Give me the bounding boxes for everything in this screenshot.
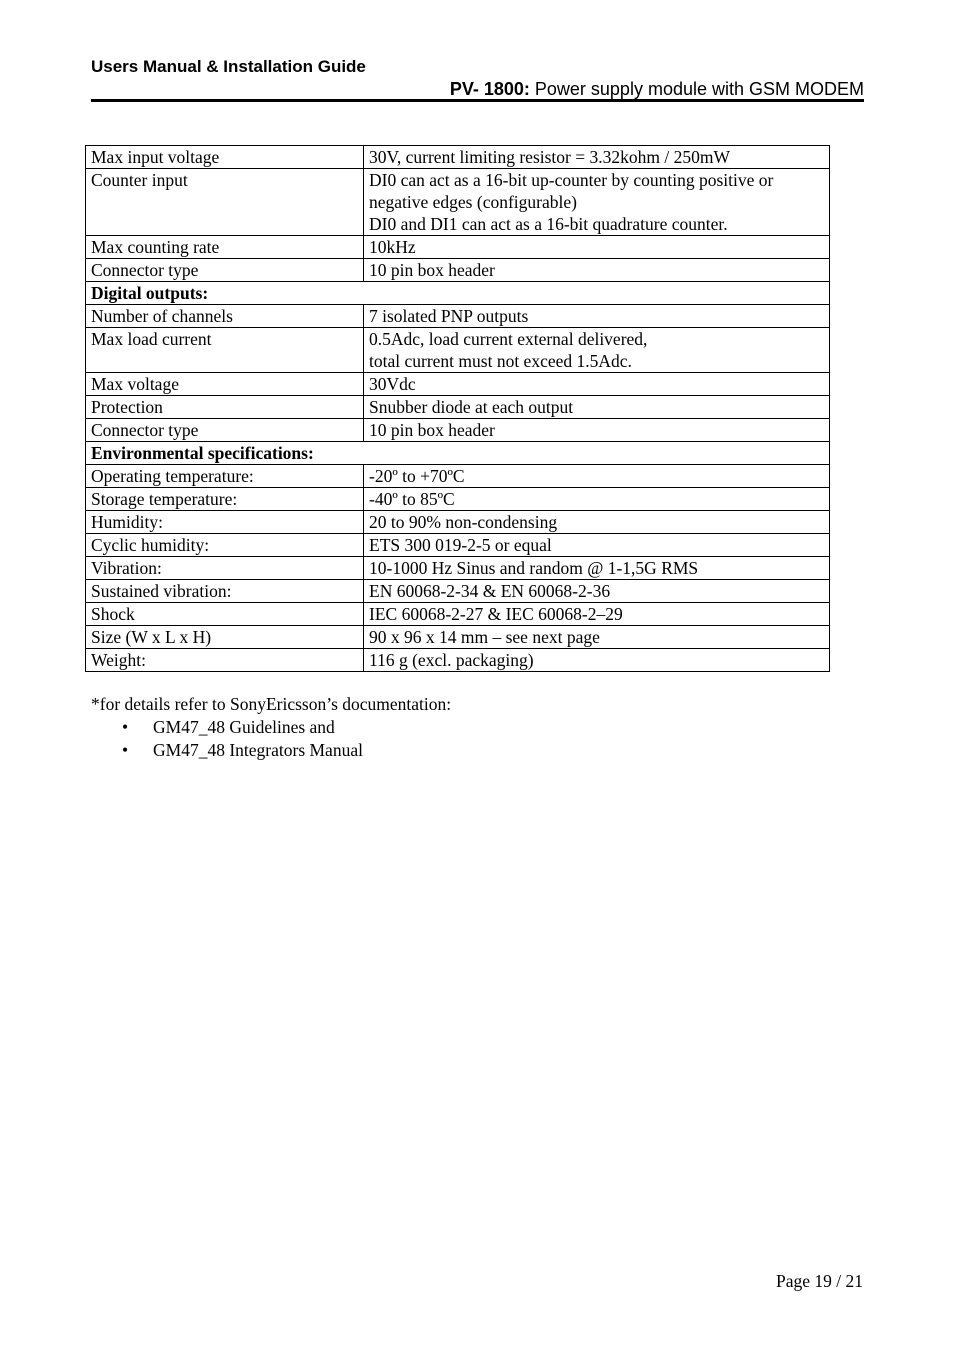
documentation-note: *for details refer to SonyEricsson’s documentation: [91,694,452,714]
spec-value: -20º to +70ºC [364,465,830,488]
spec-label: Number of channels [86,305,364,328]
table-row [86,557,830,580]
spec-label: Max counting rate [86,236,364,259]
spec-value: Snubber diode at each output [364,396,830,419]
document-title: Users Manual & Installation Guide [91,57,366,76]
spec-label: Cyclic humidity: [86,534,364,557]
table-row [86,649,830,672]
section-row [86,442,830,465]
section-heading: Environmental specifications: [86,442,830,465]
table-row [86,534,830,557]
spec-label: Protection [86,396,364,419]
table-row [86,396,830,419]
reference-item [122,716,363,739]
spec-value: 10kHz [364,236,830,259]
spec-value: 116 g (excl. packaging) [364,649,830,672]
spec-label: Size (W x L x H) [86,626,364,649]
spec-label: Sustained vibration: [86,580,364,603]
table-row [86,305,830,328]
table-row [86,236,830,259]
spec-value: 0.5Adc, load current external delivered, total current must not exceed 1.5Adc. [364,328,830,373]
spec-label: Connector type [86,259,364,282]
reference-text: GM47_48 Integrators Manual [153,740,363,760]
spec-value: DI0 can act as a 16-bit up-counter by counting positive or negative edges (configurable) DI0 and DI1 can act as a 16-bit quadrature counter. [364,169,830,236]
bullet-icon: • [122,740,129,760]
spec-label: Max input voltage [86,146,364,169]
spec-value: 10 pin box header [364,419,830,442]
section-heading: Digital outputs: [86,282,830,305]
spec-value: EN 60068-2-34 & EN 60068-2-36 [364,580,830,603]
spec-label: Connector type [86,419,364,442]
table-row [86,259,830,282]
spec-value: 30V, current limiting resistor = 3.32kohm / 250mW [364,146,830,169]
spec-value: 90 x 96 x 14 mm – see next page [364,626,830,649]
table-row [86,146,830,169]
spec-value: 10-1000 Hz Sinus and random @ 1-1,5G RMS [364,557,830,580]
spec-label: Storage temperature: [86,488,364,511]
product-header [450,79,864,100]
spec-label: Weight: [86,649,364,672]
table-row [86,465,830,488]
spec-value: IEC 60068-2-27 & IEC 60068-2–29 [364,603,830,626]
product-description: Power supply module with GSM MODEM [529,79,864,99]
spec-label: Vibration: [86,557,364,580]
bullet-icon: • [122,717,129,737]
table-row [86,373,830,396]
reference-item [122,739,363,762]
page-number: Page 19 / 21 [775,1271,863,1291]
table-row [86,169,830,236]
spec-value: 30Vdc [364,373,830,396]
spec-label: Max voltage [86,373,364,396]
section-row [86,282,830,305]
spec-label: Operating temperature: [86,465,364,488]
table-row [86,603,830,626]
table-row [86,419,830,442]
reference-text: GM47_48 Guidelines and [153,717,335,737]
table-row [86,488,830,511]
header-divider [91,99,864,102]
spec-value: 20 to 90% non-condensing [364,511,830,534]
spec-value: 7 isolated PNP outputs [364,305,830,328]
table-row [86,626,830,649]
table-row [86,580,830,603]
spec-label: Counter input [86,169,364,236]
product-name: PV- 1800: [449,79,530,99]
spec-value: ETS 300 019-2-5 or equal [364,534,830,557]
spec-value: -40º to 85ºC [364,488,830,511]
table-row [86,328,830,373]
specifications-table [85,145,830,672]
spec-label: Humidity: [86,511,364,534]
reference-list [122,716,363,762]
spec-value: 10 pin box header [364,259,830,282]
table-row [86,511,830,534]
spec-label: Shock [86,603,364,626]
spec-label: Max load current [86,328,364,373]
specifications-table-body [86,146,830,672]
